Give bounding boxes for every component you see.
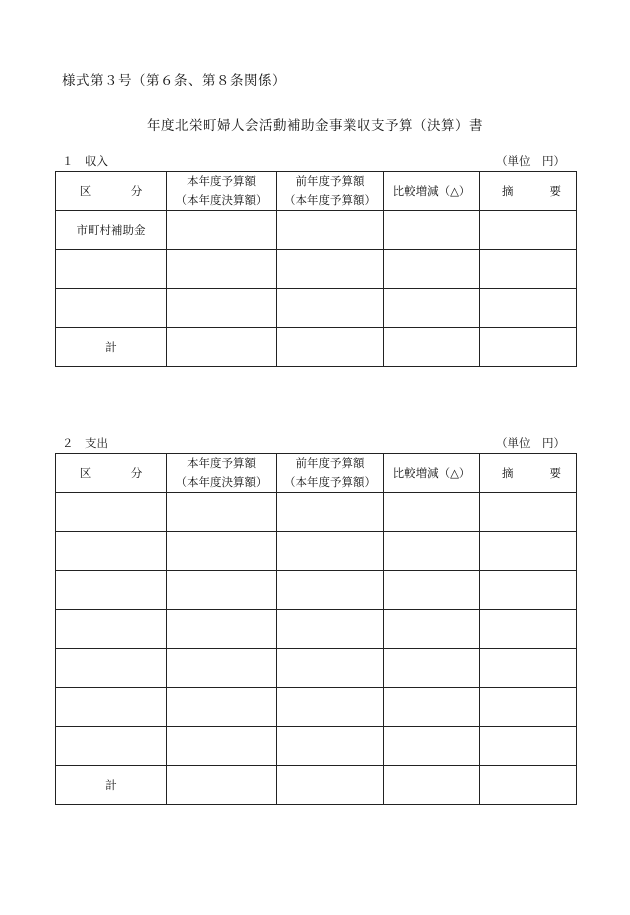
expense-cell[interactable]: [167, 688, 277, 727]
expense-cell[interactable]: [384, 766, 480, 805]
expense-cell[interactable]: [480, 532, 577, 571]
income-cell[interactable]: [480, 289, 577, 328]
expense-table: [55, 453, 577, 805]
form-number: 様式第３号（第６条、第８条関係）: [62, 73, 286, 89]
header-previous: [277, 172, 384, 211]
expense-cell[interactable]: [277, 493, 384, 532]
expense-cell[interactable]: [167, 493, 277, 532]
expense-cell[interactable]: [277, 766, 384, 805]
table-row: [56, 289, 577, 328]
expense-row-category[interactable]: [56, 571, 167, 610]
expense-cell[interactable]: [384, 649, 480, 688]
header-remarks-2: 要: [549, 465, 561, 480]
income-cell[interactable]: [277, 328, 384, 367]
table-row: [56, 532, 577, 571]
header-diff: 比較増減（△）: [384, 454, 480, 493]
table-row: [56, 571, 577, 610]
expense-unit: （単位 円）: [496, 436, 565, 450]
income-header-row: [56, 172, 577, 211]
expense-heading: ２ 支出: [62, 436, 108, 450]
header-remarks-1: 摘: [502, 465, 514, 480]
income-cell[interactable]: [384, 211, 480, 250]
income-cell[interactable]: [167, 250, 277, 289]
income-row-category[interactable]: [56, 289, 167, 328]
header-current: [167, 454, 277, 493]
header-previous: [277, 454, 384, 493]
expense-cell[interactable]: [384, 493, 480, 532]
expense-cell[interactable]: [480, 610, 577, 649]
header-remarks: [480, 454, 577, 493]
income-heading: １ 収入: [62, 154, 108, 168]
expense-cell[interactable]: [277, 688, 384, 727]
table-row: [56, 610, 577, 649]
expense-cell[interactable]: [480, 649, 577, 688]
expense-cell[interactable]: [480, 766, 577, 805]
expense-cell[interactable]: [167, 610, 277, 649]
document-title: 年度北栄町婦人会活動補助金事業収支予算（決算）書: [147, 118, 483, 134]
expense-row-category[interactable]: [56, 493, 167, 532]
expense-row-category[interactable]: [56, 610, 167, 649]
income-cell[interactable]: [277, 289, 384, 328]
expense-cell[interactable]: [384, 532, 480, 571]
header-remarks: [480, 172, 577, 211]
income-cell[interactable]: [480, 328, 577, 367]
income-row-category[interactable]: [56, 250, 167, 289]
table-row: [56, 493, 577, 532]
income-total-row: [56, 328, 577, 367]
expense-cell[interactable]: [384, 727, 480, 766]
income-unit: （単位 円）: [496, 154, 565, 168]
expense-cell[interactable]: [167, 727, 277, 766]
income-cell[interactable]: [277, 250, 384, 289]
expense-cell[interactable]: [277, 649, 384, 688]
expense-row-category[interactable]: [56, 532, 167, 571]
header-current-line1: 本年度予算額: [187, 174, 256, 188]
income-cell[interactable]: [167, 211, 277, 250]
header-current-line1: 本年度予算額: [187, 456, 256, 470]
expense-cell[interactable]: [277, 571, 384, 610]
header-remarks-1: 摘: [502, 183, 514, 198]
header-diff: 比較増減（△）: [384, 172, 480, 211]
expense-cell[interactable]: [384, 610, 480, 649]
expense-cell[interactable]: [167, 532, 277, 571]
income-table: [55, 171, 577, 367]
income-cell[interactable]: [384, 289, 480, 328]
income-cell[interactable]: [167, 328, 277, 367]
expense-cell[interactable]: [384, 571, 480, 610]
income-cell[interactable]: [480, 250, 577, 289]
expense-cell[interactable]: [480, 571, 577, 610]
expense-cell[interactable]: [480, 493, 577, 532]
expense-cell[interactable]: [167, 649, 277, 688]
table-row: [56, 727, 577, 766]
header-previous-line2: （本年度予算額）: [284, 475, 376, 489]
income-cell[interactable]: [480, 211, 577, 250]
income-cell[interactable]: [277, 211, 384, 250]
table-row: [56, 250, 577, 289]
expense-total-label: 計: [56, 766, 167, 805]
income-cell[interactable]: [384, 250, 480, 289]
header-current: [167, 172, 277, 211]
expense-row-category[interactable]: [56, 727, 167, 766]
expense-total-row: [56, 766, 577, 805]
table-row: [56, 211, 577, 250]
header-category: 区 分: [56, 172, 167, 211]
expense-cell[interactable]: [167, 766, 277, 805]
expense-cell[interactable]: [384, 688, 480, 727]
expense-cell[interactable]: [277, 532, 384, 571]
expense-row-category[interactable]: [56, 688, 167, 727]
header-previous-line1: 前年度予算額: [295, 456, 365, 470]
expense-cell[interactable]: [480, 688, 577, 727]
expense-cell[interactable]: [277, 727, 384, 766]
expense-cell[interactable]: [167, 571, 277, 610]
income-total-label: 計: [56, 328, 167, 367]
expense-row-category[interactable]: [56, 649, 167, 688]
header-current-line2: （本年度決算額）: [175, 193, 268, 207]
header-current-line2: （本年度決算額）: [175, 475, 268, 489]
table-row: [56, 688, 577, 727]
header-previous-line2: （本年度予算額）: [284, 193, 376, 207]
table-row: [56, 649, 577, 688]
header-category: 区 分: [56, 454, 167, 493]
income-cell[interactable]: [167, 289, 277, 328]
income-cell[interactable]: [384, 328, 480, 367]
expense-cell[interactable]: [480, 727, 577, 766]
header-remarks-2: 要: [549, 183, 561, 198]
income-row-category: 市町村補助金: [56, 211, 167, 250]
header-previous-line1: 前年度予算額: [295, 174, 365, 188]
expense-header-row: [56, 454, 577, 493]
expense-cell[interactable]: [277, 610, 384, 649]
